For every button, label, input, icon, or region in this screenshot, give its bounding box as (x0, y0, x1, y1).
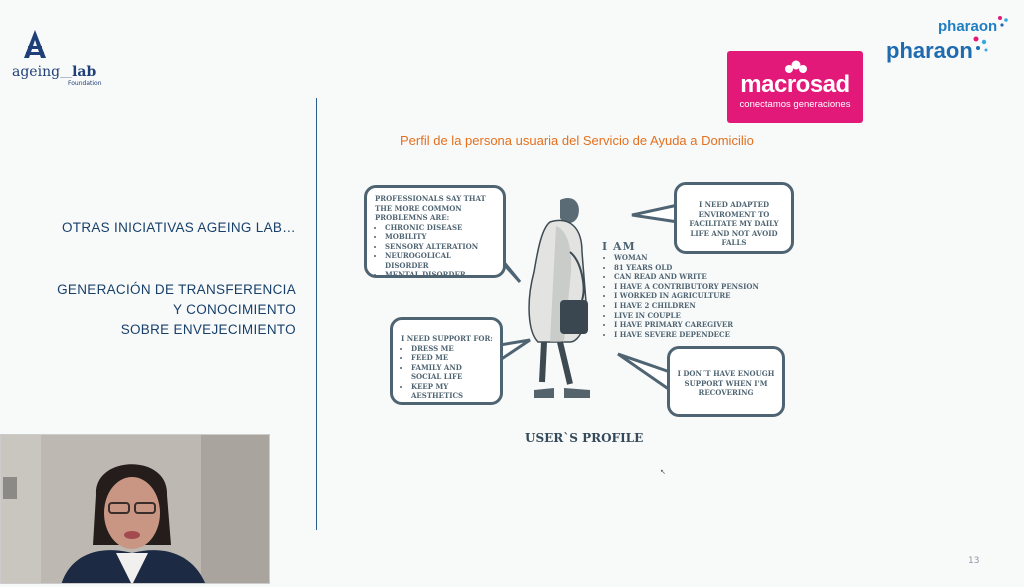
webcam-person-illustration (1, 435, 270, 584)
list-item: • I HAVE A CONTRIBUTORY PENSION (614, 282, 759, 292)
list-item: • WOMAN (614, 253, 759, 263)
list-item: • SENSORY ALTERATION (385, 242, 495, 252)
bubble-professionals (364, 185, 506, 278)
list-item: • DRESS ME (411, 344, 494, 354)
bubble-support-intro: I NEED SUPPORT FOR: (401, 334, 493, 343)
list-item: • NEUROGOLICAL DISORDER (385, 251, 495, 270)
list-item: • CAN READ AND WRITE (614, 272, 759, 282)
bubble-adapted-environment: I NEED ADAPTED ENVIROMENT TO FACILITATE MY DAILY LIFE AND NOT AVOID FALLS (674, 182, 794, 254)
left-sub-line: Y CONOCIMIENTO (173, 302, 296, 317)
list-item: • I WORKED IN AGRICULTURE (614, 291, 759, 301)
pharaon-logo-large: pharaon (886, 38, 973, 63)
mouse-cursor-icon: ↖ (660, 468, 666, 476)
list-item: • CHRONIC DISEASE (385, 223, 495, 233)
list-item: • LIVE IN COUPLE (614, 311, 759, 321)
list-item: • FAMILY AND SOCIAL LIFE (411, 363, 494, 382)
ageing-lab-wordmark: ageing___lab (12, 64, 97, 80)
list-item: • I HAVE SEVERE DEPENDECE (614, 330, 759, 340)
users-profile-label: USER`S PROFILE (525, 431, 644, 445)
list-item: • I HAVE PRIMARY CAREGIVER (614, 320, 759, 330)
iam-heading: I AM (602, 240, 636, 253)
iam-section (602, 240, 759, 339)
list-item: • FEED ME (411, 353, 494, 363)
list-item: • 81 YEARS OLD (614, 263, 759, 273)
slide-subtitle: Perfil de la persona usuaria del Servicio de Ayuda a Domicilio (400, 133, 754, 148)
list-item: • KEEP MY AESTHETICS (411, 382, 494, 401)
pharaon-logo-small: pharaon (938, 18, 998, 35)
macrosad-tagline: conectamos generaciones (739, 99, 851, 110)
left-heading: OTRAS INICIATIVAS AGEING LAB… (61, 220, 296, 235)
webcam-video-feed[interactable] (0, 434, 270, 584)
page-number: 13 (968, 556, 980, 566)
list-item: • I HAVE 2 CHILDREN (614, 301, 759, 311)
ageing-lab-foundation: Foundation (68, 80, 102, 87)
bubble-support (390, 317, 503, 405)
left-sub-line: SOBRE ENVEJECIMIENTO (120, 322, 296, 337)
macrosad-name: macrosad (740, 71, 850, 98)
list-item: • MOBILITY (385, 232, 495, 242)
list-item: • MENTAL DISORDER (385, 270, 495, 280)
left-sub-line: GENERACIÓN DE TRANSFERENCIA (57, 282, 296, 297)
elderly-woman-illustration (520, 192, 610, 407)
bubble-professionals-intro: PROFESSIONALS SAY THAT THE MORE COMMON PROBLEMNS ARE: (375, 194, 486, 222)
bubble-recovering: I DON´T HAVE ENOUGH SUPPORT WHEN I'M RECOVERING (667, 346, 785, 417)
